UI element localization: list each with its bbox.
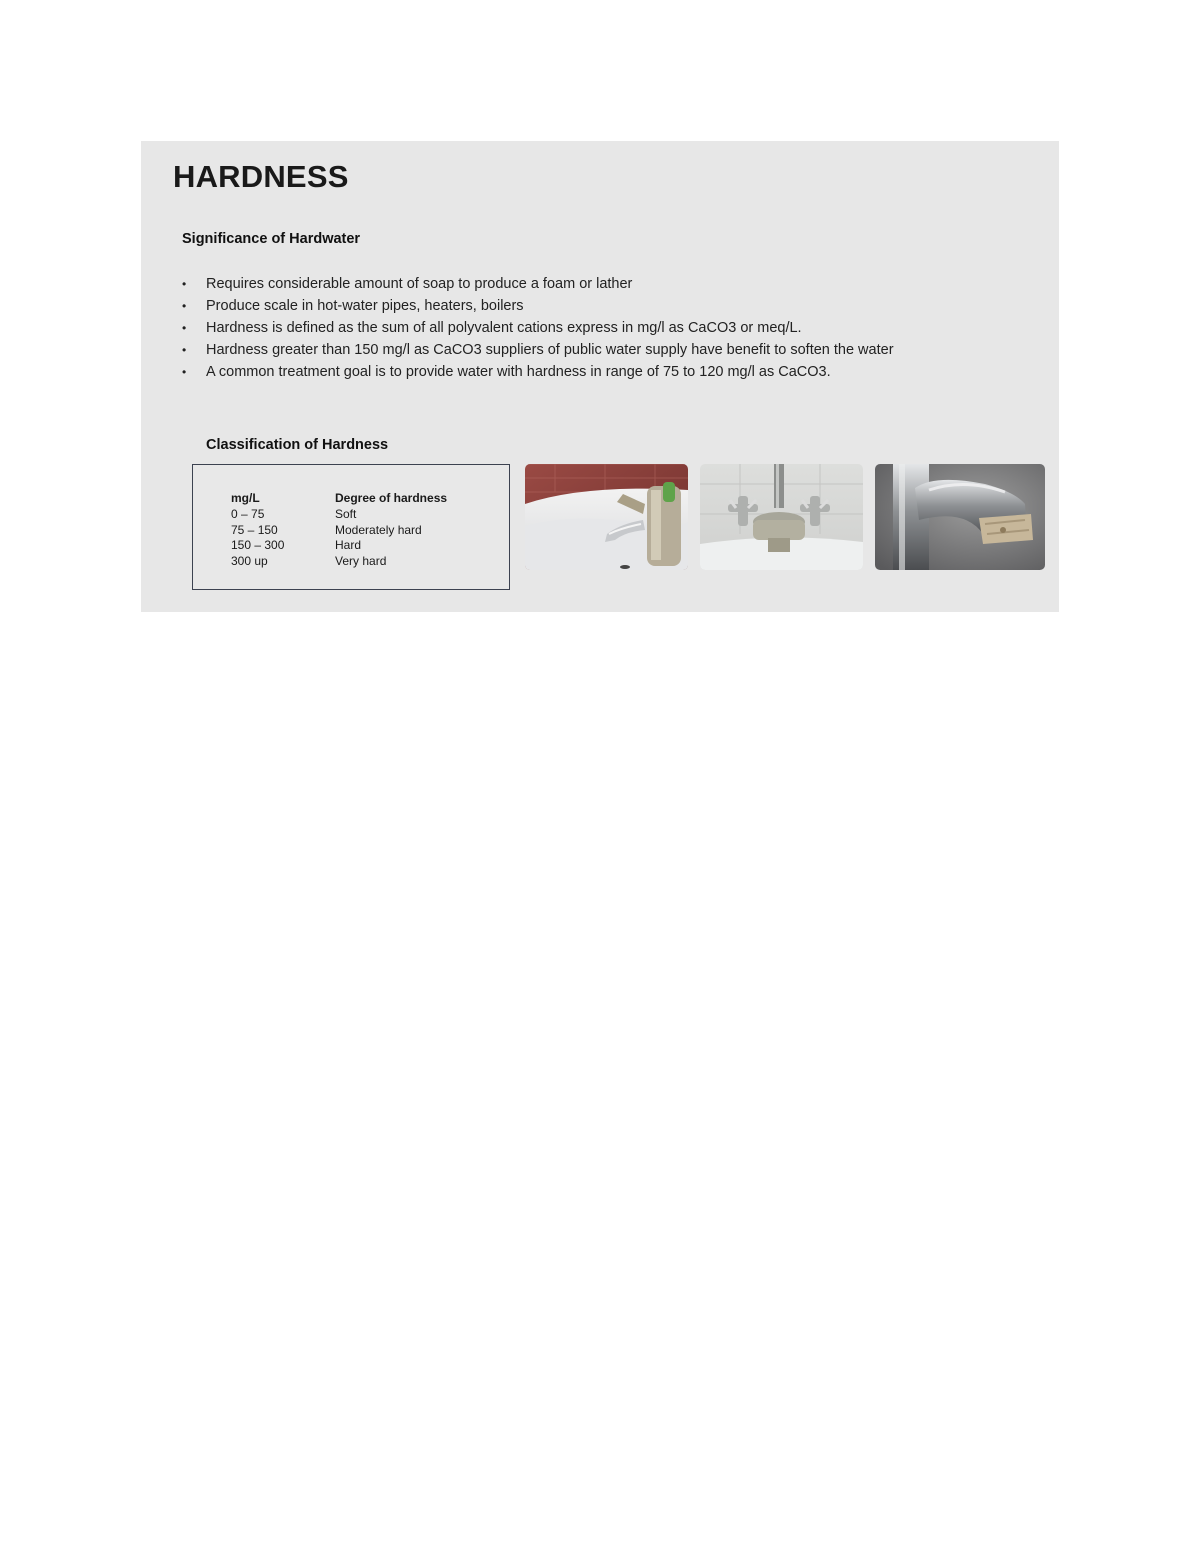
table-header-row xyxy=(231,491,447,507)
range-cell: 75 – 150 xyxy=(231,522,278,537)
table-row xyxy=(231,554,447,570)
bullet-item xyxy=(182,317,982,339)
degree-cell: Moderately hard xyxy=(335,522,422,537)
degree-cell: Very hard xyxy=(335,554,387,569)
bullet-text: A common treatment goal is to provide water with hardness in range of 75 to 120 mg/l as CaCO3. xyxy=(206,364,831,380)
degree-cell: Hard xyxy=(335,538,362,553)
classification-heading: Classification of Hardness xyxy=(206,437,389,453)
bullet-marker: • xyxy=(182,321,187,335)
bullet-item xyxy=(182,339,982,361)
range-cell: 0 – 75 xyxy=(231,506,265,521)
bullet-text: Hardness is defined as the sum of all polyvalent cations express in mg/l as CaCO3 or meq/L. xyxy=(206,320,802,336)
header-degree: Degree of hardness xyxy=(335,491,448,505)
slide xyxy=(141,141,1059,612)
bullet-marker: • xyxy=(182,299,187,313)
classification-table xyxy=(231,491,447,570)
page-title: HARDNESS xyxy=(173,159,349,194)
bullet-item xyxy=(182,295,982,317)
table-row xyxy=(231,538,447,554)
table-row xyxy=(231,523,447,539)
degree-cell: Soft xyxy=(335,506,357,521)
spout-closeup-photo xyxy=(875,464,1045,570)
range-cell: 150 – 300 xyxy=(231,538,285,553)
faucet-limescale-photo xyxy=(525,464,688,570)
bullet-marker: • xyxy=(182,365,187,379)
classification-box xyxy=(192,464,510,590)
bullet-marker: • xyxy=(182,277,187,291)
bullet-item xyxy=(182,273,982,295)
bullet-list xyxy=(182,273,982,383)
header-range: mg/L xyxy=(231,491,260,505)
bullet-text: Requires considerable amount of soap to produce a foam or lather xyxy=(206,276,633,292)
bullet-text: Produce scale in hot-water pipes, heaters, boilers xyxy=(206,298,524,314)
bullet-item xyxy=(182,361,982,383)
range-cell: 300 up xyxy=(231,554,268,569)
bullet-text: Hardness greater than 150 mg/l as CaCO3 suppliers of public water supply have benefit to soften the water xyxy=(206,342,894,358)
section-subtitle: Significance of Hardwater xyxy=(182,231,361,247)
table-row xyxy=(231,507,447,523)
bullet-marker: • xyxy=(182,343,187,357)
mixer-tap-photo xyxy=(700,464,863,570)
